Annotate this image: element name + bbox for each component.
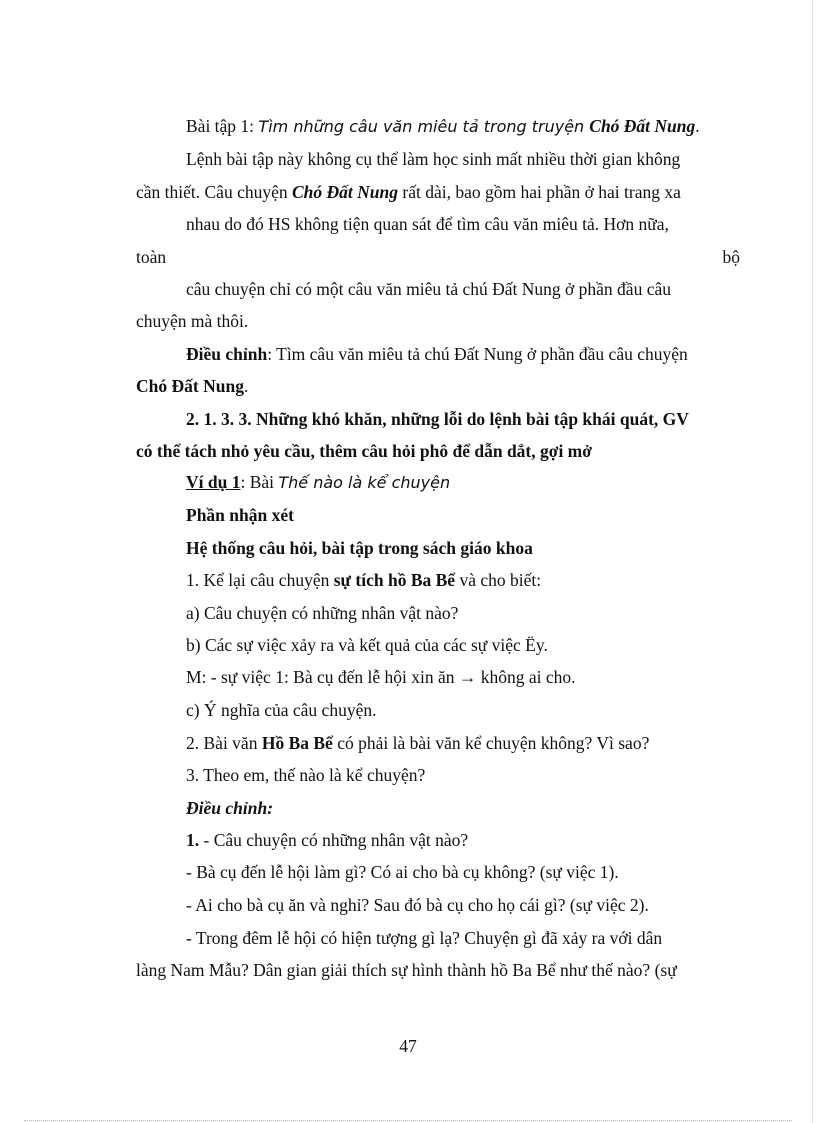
question-line <box>186 731 649 755</box>
adjusted-question-line: - Ai cho bà cụ ăn và nghỉ? Sau đó bà cụ cho họ cái gì? (sự việc 2). <box>186 895 649 915</box>
story-title: Chó Đất Nung <box>292 182 399 202</box>
paragraph-line: nhau do đó HS không tiện quan sát để tìm câu văn miêu tả. Hơn nữa, <box>186 214 669 234</box>
text-run: 1. Kể lại câu chuyện <box>186 570 334 590</box>
adjusted-question-line: - Trong đêm lễ hội có hiện tượng gì lạ? Chuyện gì đã xảy ra với dân <box>186 928 663 948</box>
text-run: bộ <box>722 247 740 267</box>
text-run: cần thiết. Câu chuyện <box>136 182 292 202</box>
question-line <box>186 568 541 592</box>
text-run: : Bài <box>240 472 279 492</box>
example-label: Ví dụ 1 <box>186 472 241 492</box>
story-title: sự tích hồ Ba Bể <box>333 570 456 590</box>
text-run: rất dài, bao gồm hai phần ở hai trang xa <box>398 182 681 202</box>
question-line: a) Câu chuyện có những nhân vật nào? <box>186 603 459 623</box>
text-run: 2. Bài văn <box>186 733 262 753</box>
adjusted-question-line: làng Nam Mẫu? Dân gian giải thích sự hình thành hồ Ba Bể như thế nào? (sự <box>136 960 677 980</box>
question-line: c) Ý nghĩa của câu chuyện. <box>186 700 377 720</box>
text-run: toàn <box>136 247 167 267</box>
subheading: Phần nhận xét <box>186 505 294 525</box>
punctuation: . <box>695 116 700 136</box>
section-heading: 2. 1. 3. 3. Những khó khăn, những lỗi do lệnh bài tập khái quát, GV <box>186 409 689 429</box>
punctuation: . <box>243 376 249 396</box>
exercise-1-line <box>186 114 700 139</box>
lesson-title: Thế nào là kể chuyện <box>278 473 451 492</box>
example-answer-line: M: - sự việc 1: Bà cụ đến lễ hội xin ăn → không ai cho. <box>186 667 576 687</box>
page-number: 47 <box>399 1036 417 1056</box>
paragraph-line <box>136 374 248 398</box>
adjusted-question-line: - Bà cụ đến lễ hội làm gì? Có ai cho bà cụ không? (sự việc 1). <box>186 862 619 882</box>
paragraph-line <box>136 180 681 204</box>
exercise-label: Bài tập 1: <box>186 116 259 136</box>
subheading: Hệ thống câu hỏi, bài tập trong sách giáo khoa <box>186 538 533 558</box>
adjusted-question-line <box>186 828 468 852</box>
page-bottom-divider <box>24 1120 792 1121</box>
story-title: Hồ Ba Bể <box>261 733 333 753</box>
adjustment-line <box>186 342 688 366</box>
page-right-edge <box>812 0 813 1123</box>
adjustment-heading: Điều chỉnh: <box>186 798 274 818</box>
story-title: Chó Đất Nung <box>589 116 696 136</box>
question-line: b) Các sự việc xảy ra và kết quả của các sự việc Ëy. <box>186 635 548 655</box>
question-line: 3. Theo em, thế nào là kể chuyện? <box>186 765 426 785</box>
example-line <box>186 470 450 495</box>
section-heading-cont: có thể tách nhỏ yêu cầu, thêm câu hỏi phô để dẫn dắt, gợi mở <box>136 441 592 461</box>
story-title: Chó Đất Nung <box>136 376 244 396</box>
adjustment-label: Điều chỉnh <box>186 344 268 364</box>
text-run: và cho biết: <box>455 570 542 590</box>
text-run: có phải là bài văn kể chuyện không? Vì sao? <box>332 733 650 753</box>
question-number: 1. <box>186 830 200 850</box>
text-run: - Câu chuyện có những nhân vật nào? <box>199 830 469 850</box>
paragraph-line: chuyện mà thôi. <box>136 311 249 331</box>
exercise-prompt: Tìm những câu văn miêu tả trong truyện <box>258 117 590 136</box>
justified-line <box>136 245 740 269</box>
paragraph-line: câu chuyện chỉ có một câu văn miêu tả chú Đất Nung ở phần đầu câu <box>186 279 671 299</box>
text-run: : Tìm câu văn miêu tả chú Đất Nung ở phần đầu câu chuyện <box>267 344 688 364</box>
paragraph-line: Lệnh bài tập này không cụ thể làm học sinh mất nhiều thời gian không <box>186 149 681 169</box>
